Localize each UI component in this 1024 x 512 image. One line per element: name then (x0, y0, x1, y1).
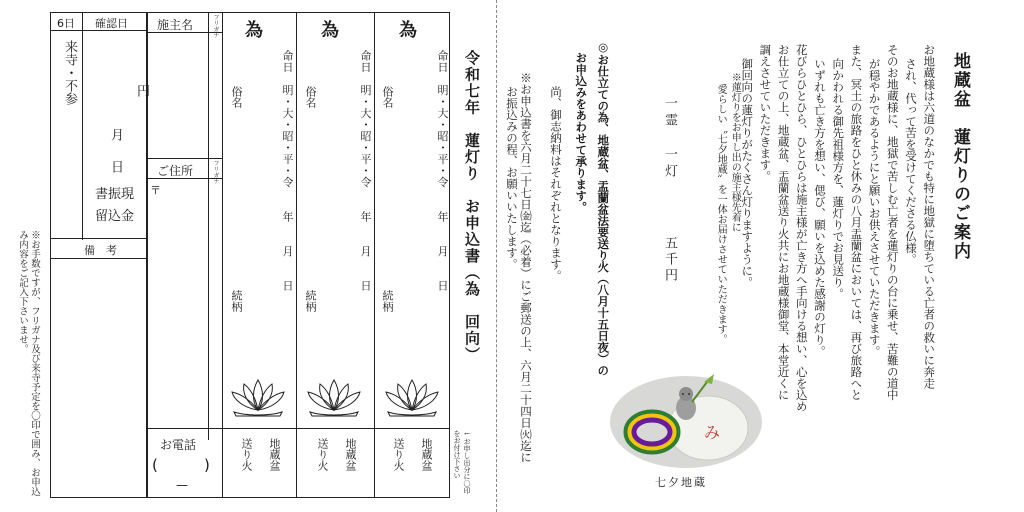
relation-label: 続柄 (230, 290, 243, 312)
visit-option[interactable]: 来寺・不参 (62, 40, 77, 105)
yen-label: 円 (134, 84, 149, 97)
phone-label: お電話 (160, 438, 197, 452)
for-mark: 為 (245, 20, 263, 41)
fold-line (496, 0, 497, 512)
instruction-line-2: お申込みをあわせて承ります。 (574, 52, 589, 213)
relation-label: 続柄 (304, 290, 317, 312)
death-date-line[interactable]: 命日 明・大・昭・平・令 年 月 日 (436, 50, 449, 292)
relation-label: 続柄 (381, 290, 394, 312)
phone-field[interactable] (150, 452, 220, 494)
payment-method-options[interactable]: 書振現 留込金 (95, 187, 135, 224)
side-note: ※お手数ですが、フリガナ及び来寺予定を〇印で囲み、お申込み内容をご記入下さいませ。 (17, 230, 40, 496)
phone-paren-open: ( (152, 456, 158, 474)
price-value: 五千円 (662, 236, 677, 284)
guide-paragraph-line: いずれも亡き方を想い、偲び、願いを込めた感謝の灯り。 (813, 58, 827, 357)
guide-title: 地蔵盆 蓮灯りのご案内 (950, 52, 970, 261)
address-label: ご住所 (157, 164, 194, 178)
for-mark: 為 (321, 20, 339, 41)
guide-paragraph-line: 御回向の蓮灯りがたくさん灯りますように。 (740, 58, 755, 288)
phone-paren-close: ) (204, 456, 210, 474)
lotus-icon (382, 376, 442, 418)
guide-paragraph-line: され、代って苦を受けてくださる仏様。 (904, 58, 918, 265)
fee-note: 尚、御志納料はそれぞれとなります。 (549, 86, 563, 282)
guide-paragraph-line: また、冥土の旅路をひと休みの八月盂蘭盆においては、再び旅路へと (849, 44, 864, 401)
guide-paragraph-line: そのお地蔵様に、地獄で苦しむ亡者を蓮灯りの台に乗せ、苦難の道中 (885, 44, 900, 401)
death-date-line[interactable]: 命日 明・大・昭・平・令 年 月 日 (281, 50, 294, 292)
form-title: 令和七年 蓮灯り お申込書（為 回向） (463, 50, 481, 364)
guide-paragraph-line: お地蔵様は六道のなかでも特に地獄に堕ちている亡者の救いに奔走 (922, 44, 937, 389)
month-label: 月 (108, 128, 123, 141)
transfer-note: お振込みの程、お願いいたします。 (505, 86, 519, 270)
guide-paragraph-line: 調えさせていただきます。 (758, 44, 773, 182)
day-header: 6日 (57, 17, 75, 30)
guide-paragraph-line: お仕立ての上、地蔵盆、盂蘭盆送り火共にお地蔵様御堂、本堂近くに (776, 44, 791, 401)
day-label: 日 (108, 160, 123, 173)
lotus-icon (228, 376, 288, 418)
secular-name-label: 俗名 (230, 86, 243, 108)
deadline-note: ※お申込書を六月二十七日㈮迄（必着）にご郵送の上、六月二十四日㈫迄に (519, 72, 533, 463)
tanabata-jizo-photo (608, 372, 764, 468)
cutout-note: ←お申し出分に〇印をお付け下さい (453, 430, 471, 494)
furigana-tag: フリガナ (212, 14, 219, 38)
guide-paragraph-line: 向かわれる御先祖様方を、蓮灯りでお見送り。 (831, 58, 846, 300)
price-label: 一霊 一灯 (662, 96, 677, 181)
lotus-icon (304, 376, 364, 418)
secular-name-label: 俗名 (304, 86, 317, 108)
death-date-line[interactable]: 命日 明・大・昭・平・令 年 月 日 (359, 50, 372, 292)
gift-note-a: ※蓮灯りをお申し出の施主様先着に (729, 72, 741, 232)
phone-dash: — (176, 478, 188, 492)
applicant-name-field[interactable] (150, 36, 206, 154)
applicant-label: 施主名 (157, 18, 194, 32)
offer-okuribi[interactable]: 送り火 (240, 438, 253, 471)
confirm-header: 確認日 (95, 17, 128, 30)
furigana-tag: フリガナ (212, 160, 219, 184)
postal-mark: 〒 (150, 184, 161, 197)
instruction-line-1: ◎お仕立ての為、地蔵盆、盂蘭盆法要送り火（八月十五日夜）の (596, 40, 611, 376)
secular-name-label: 俗名 (381, 86, 394, 108)
offer-okuribi[interactable]: 送り火 (316, 438, 329, 471)
offer-jizo[interactable]: 地蔵盆 (268, 438, 281, 471)
photo-caption: 七夕地蔵 (655, 476, 707, 489)
for-mark: 為 (399, 20, 417, 41)
address-field[interactable] (150, 198, 206, 424)
guide-paragraph-line: 花びらひとひら、ひとひらは施主様が亡き方へ手向ける想い、心を込め (794, 44, 809, 412)
remarks-label: 備 考 (84, 244, 117, 257)
gift-note-b: 愛らしい〝七夕地蔵〟を一体お届けさせていただきます。 (715, 84, 727, 344)
offer-okuribi[interactable]: 送り火 (392, 438, 405, 471)
guide-paragraph-line: が穏やかであるようにと願いお供えさせていただきます。 (867, 58, 882, 357)
offer-jizo[interactable]: 地蔵盆 (420, 438, 433, 471)
offer-jizo[interactable]: 地蔵盆 (344, 438, 357, 471)
svg-text:み: み (704, 423, 721, 442)
